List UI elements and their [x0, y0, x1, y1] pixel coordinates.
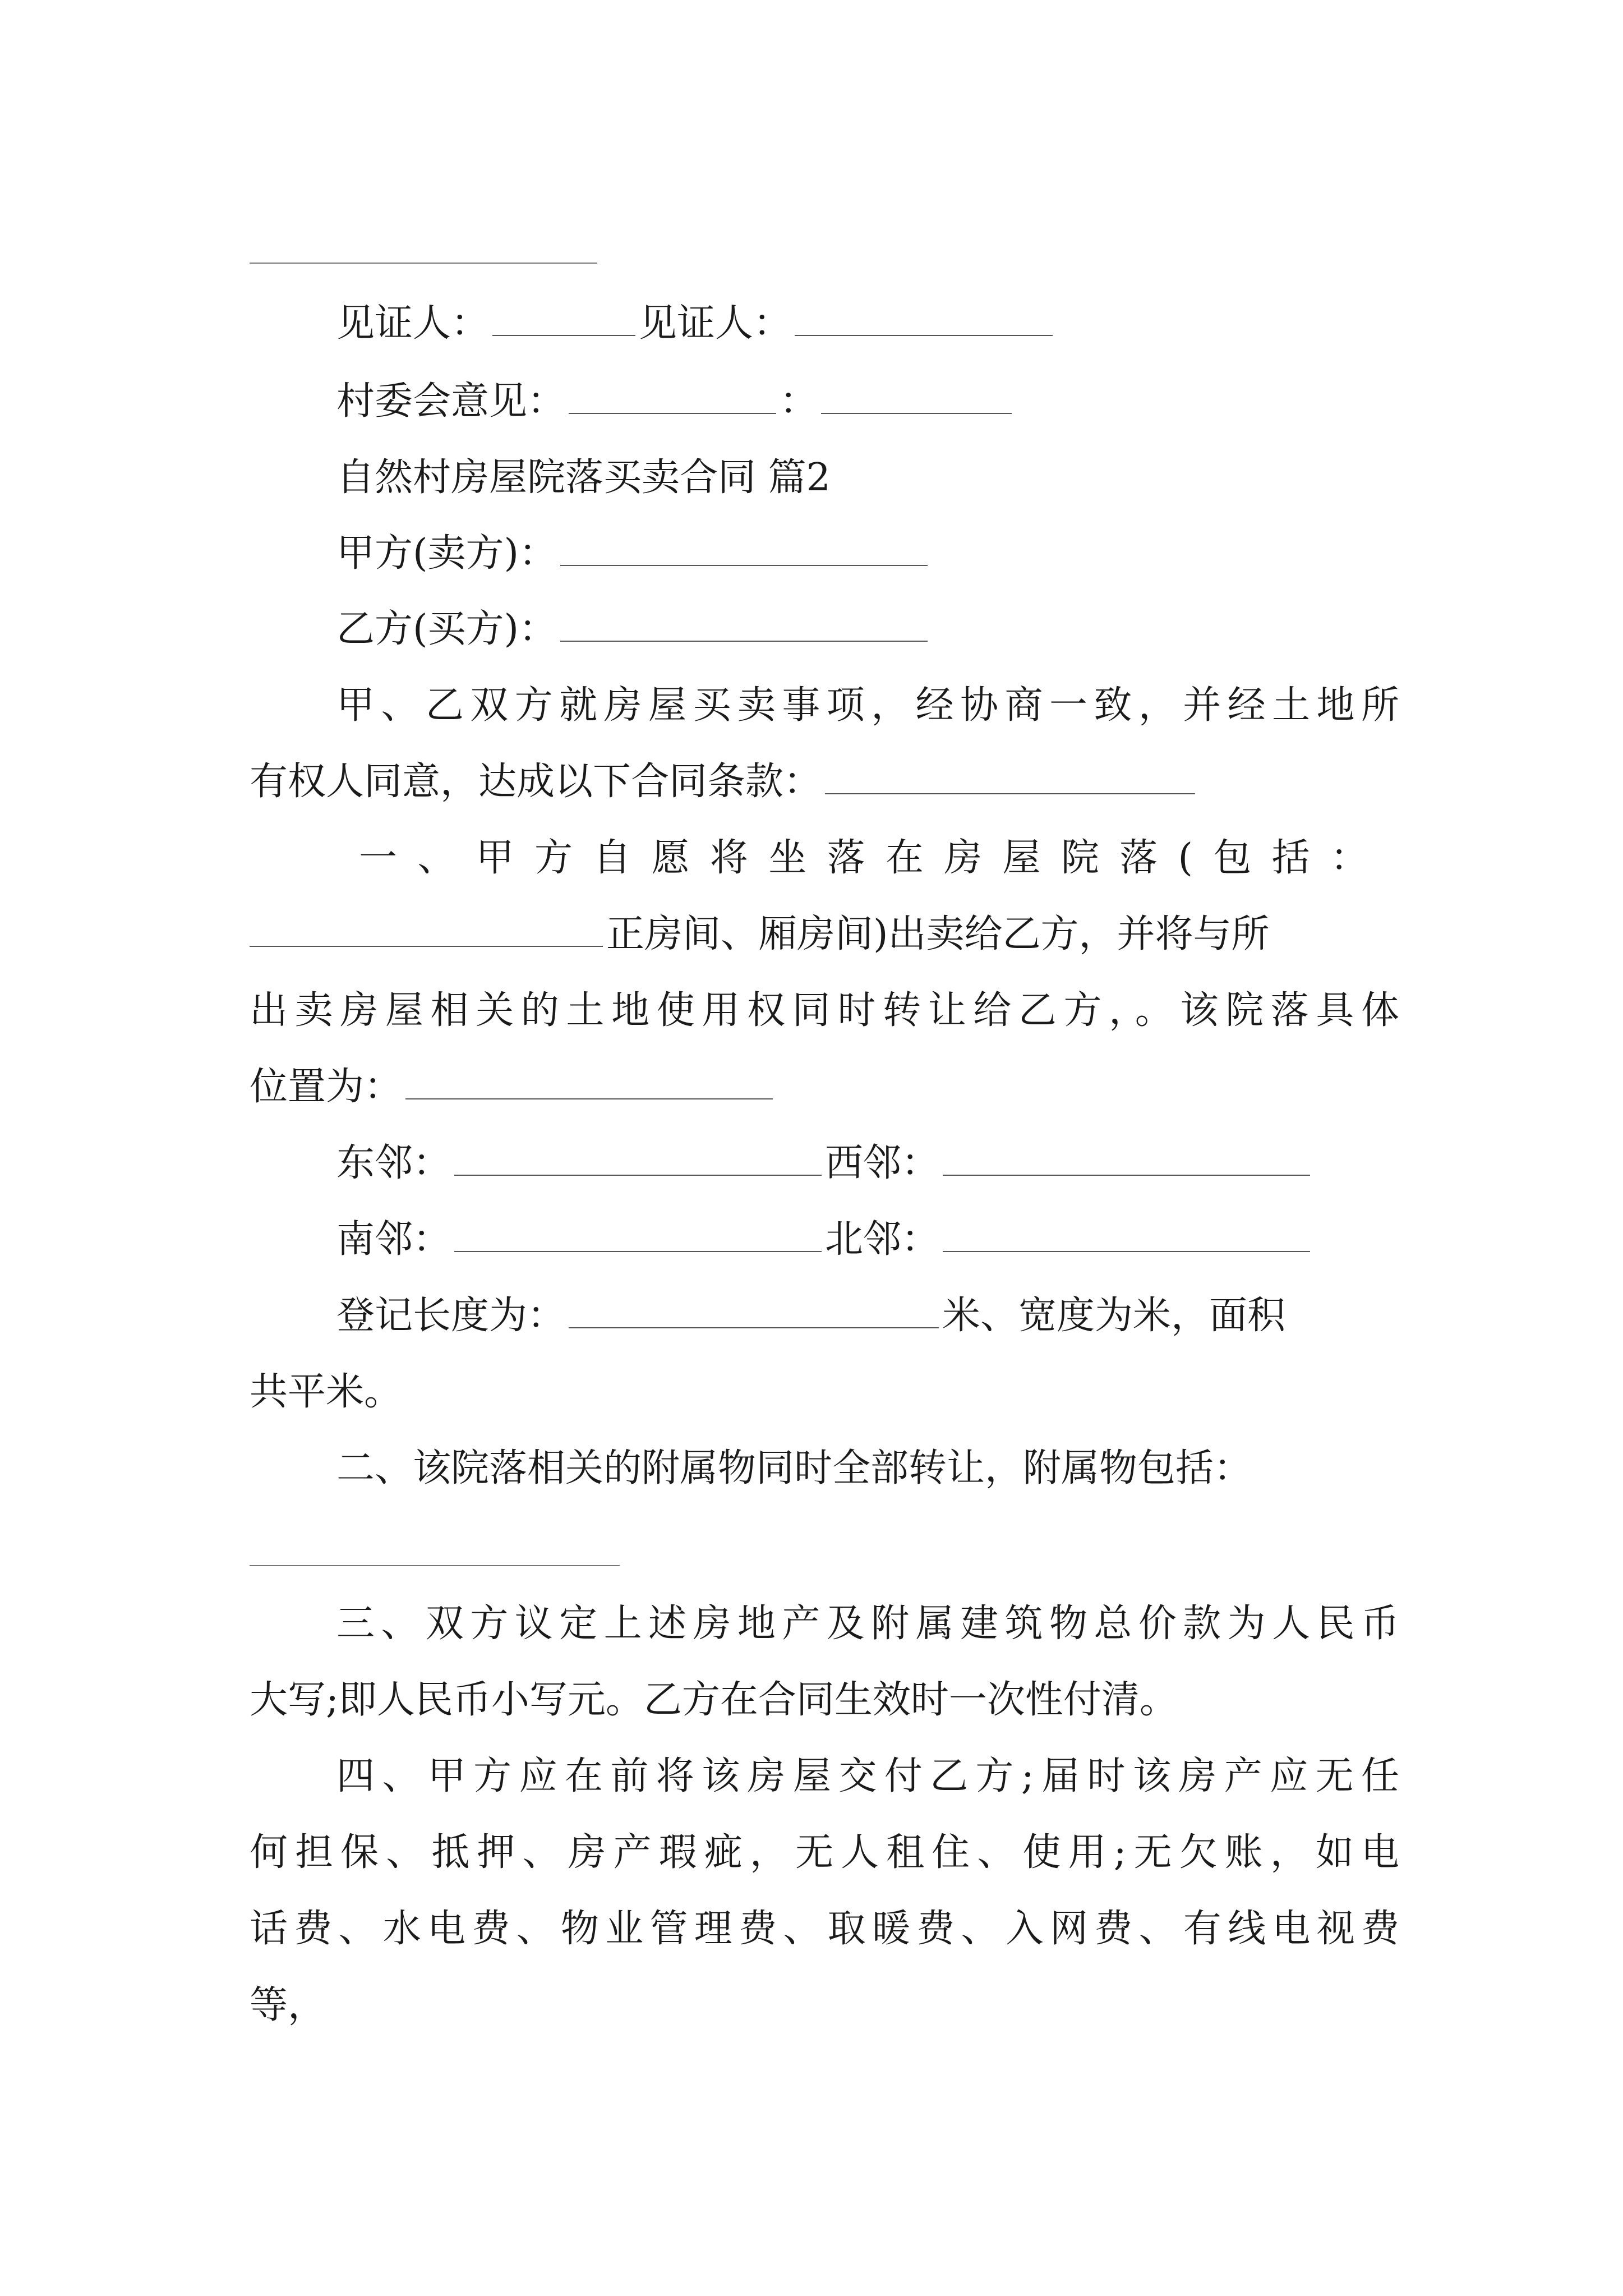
length-label: 登记长度为： [336, 1294, 566, 1338]
clause4-line-2: 何担保、抵押、房产瑕疵，无人租住、使用;无欠账，如电 [250, 1830, 1399, 1875]
village-committee-label: 村委会意见： [336, 379, 566, 424]
clause2-line: 二、该院落相关的附属物同时全部转让，附属物包括： [336, 1446, 1252, 1490]
clause1-line-2-text: 正房间、厢房间)出卖给乙方，并将与所 [606, 912, 1270, 956]
clause3-line-1: 三、双方议定上述房地产及附属建筑物总价款为人民币 [336, 1602, 1399, 1646]
clause1-rooms-blank[interactable] [250, 913, 603, 947]
intro-text: 有权人同意，达成以下合同条款： [250, 760, 822, 804]
length-blank[interactable] [569, 1295, 939, 1328]
clause1-line-1: 一、甲方自愿将坐落在房屋院落(包括： [359, 836, 1368, 880]
clause3-line-2: 大写;即人民币小写元。乙方在合同生效时一次性付清。 [250, 1678, 1178, 1722]
clause4-line-3: 话费、水电费、物业管理费、取暖费、入网费、有线电视费 [250, 1907, 1399, 1951]
east-blank[interactable] [454, 1142, 822, 1176]
clause4-line-4: 等， [250, 1983, 326, 2027]
intro-line-1: 甲、乙双方就房屋买卖事项，经协商一致，并经土地所 [336, 683, 1399, 728]
witness-label-2: 见证人： [639, 301, 792, 346]
size-line-1 [336, 1288, 1399, 1344]
clause1-line-2 [250, 907, 1399, 963]
party-b-label: 乙方(买方)： [336, 607, 557, 651]
west-label: 西邻： [825, 1141, 940, 1185]
village-committee-colon: ： [780, 379, 818, 424]
witness-label-1: 见证人： [336, 301, 490, 346]
section-title: 自然村房屋院落买卖合同 篇2 [336, 455, 831, 500]
clause1-line-3: 出卖房屋相关的土地使用权同时转让给乙方，。该院落具体 [250, 988, 1399, 1033]
party-a-blank[interactable] [560, 532, 928, 566]
west-blank[interactable] [943, 1142, 1310, 1176]
clause1-line-4 [250, 1059, 1399, 1115]
signature-rule-top [250, 263, 597, 264]
north-blank[interactable] [943, 1218, 1310, 1252]
size-line-2: 共平米。 [250, 1370, 403, 1414]
intro-line-2 [250, 754, 1399, 810]
witness-1-blank[interactable] [492, 302, 635, 336]
village-committee-line [336, 374, 1399, 430]
location-label: 位置为： [250, 1065, 403, 1109]
party-b-line [336, 601, 1399, 657]
party-b-blank[interactable] [560, 608, 928, 642]
witness-line [336, 296, 1399, 352]
witness-2-blank[interactable] [795, 302, 1053, 336]
appurtenances-blank[interactable] [250, 1565, 620, 1566]
size-line-1-text: 米、宽度为米，面积 [942, 1294, 1286, 1338]
neighbors-east-west [336, 1135, 1399, 1191]
north-label: 北邻： [825, 1217, 940, 1262]
east-label: 东邻： [336, 1141, 451, 1185]
clause4-line-1: 四、甲方应在前将该房屋交付乙方;届时该房产应无任 [336, 1754, 1399, 1798]
neighbors-south-north [336, 1212, 1399, 1268]
party-a-label: 甲方(卖方)： [336, 531, 557, 576]
south-label: 南邻： [336, 1217, 451, 1262]
south-blank[interactable] [454, 1218, 822, 1252]
party-a-line [336, 526, 1399, 582]
location-blank[interactable] [405, 1066, 773, 1099]
village-committee-blank[interactable] [569, 380, 776, 414]
village-committee-sign-blank[interactable] [821, 380, 1012, 414]
intro-blank[interactable] [825, 761, 1195, 794]
